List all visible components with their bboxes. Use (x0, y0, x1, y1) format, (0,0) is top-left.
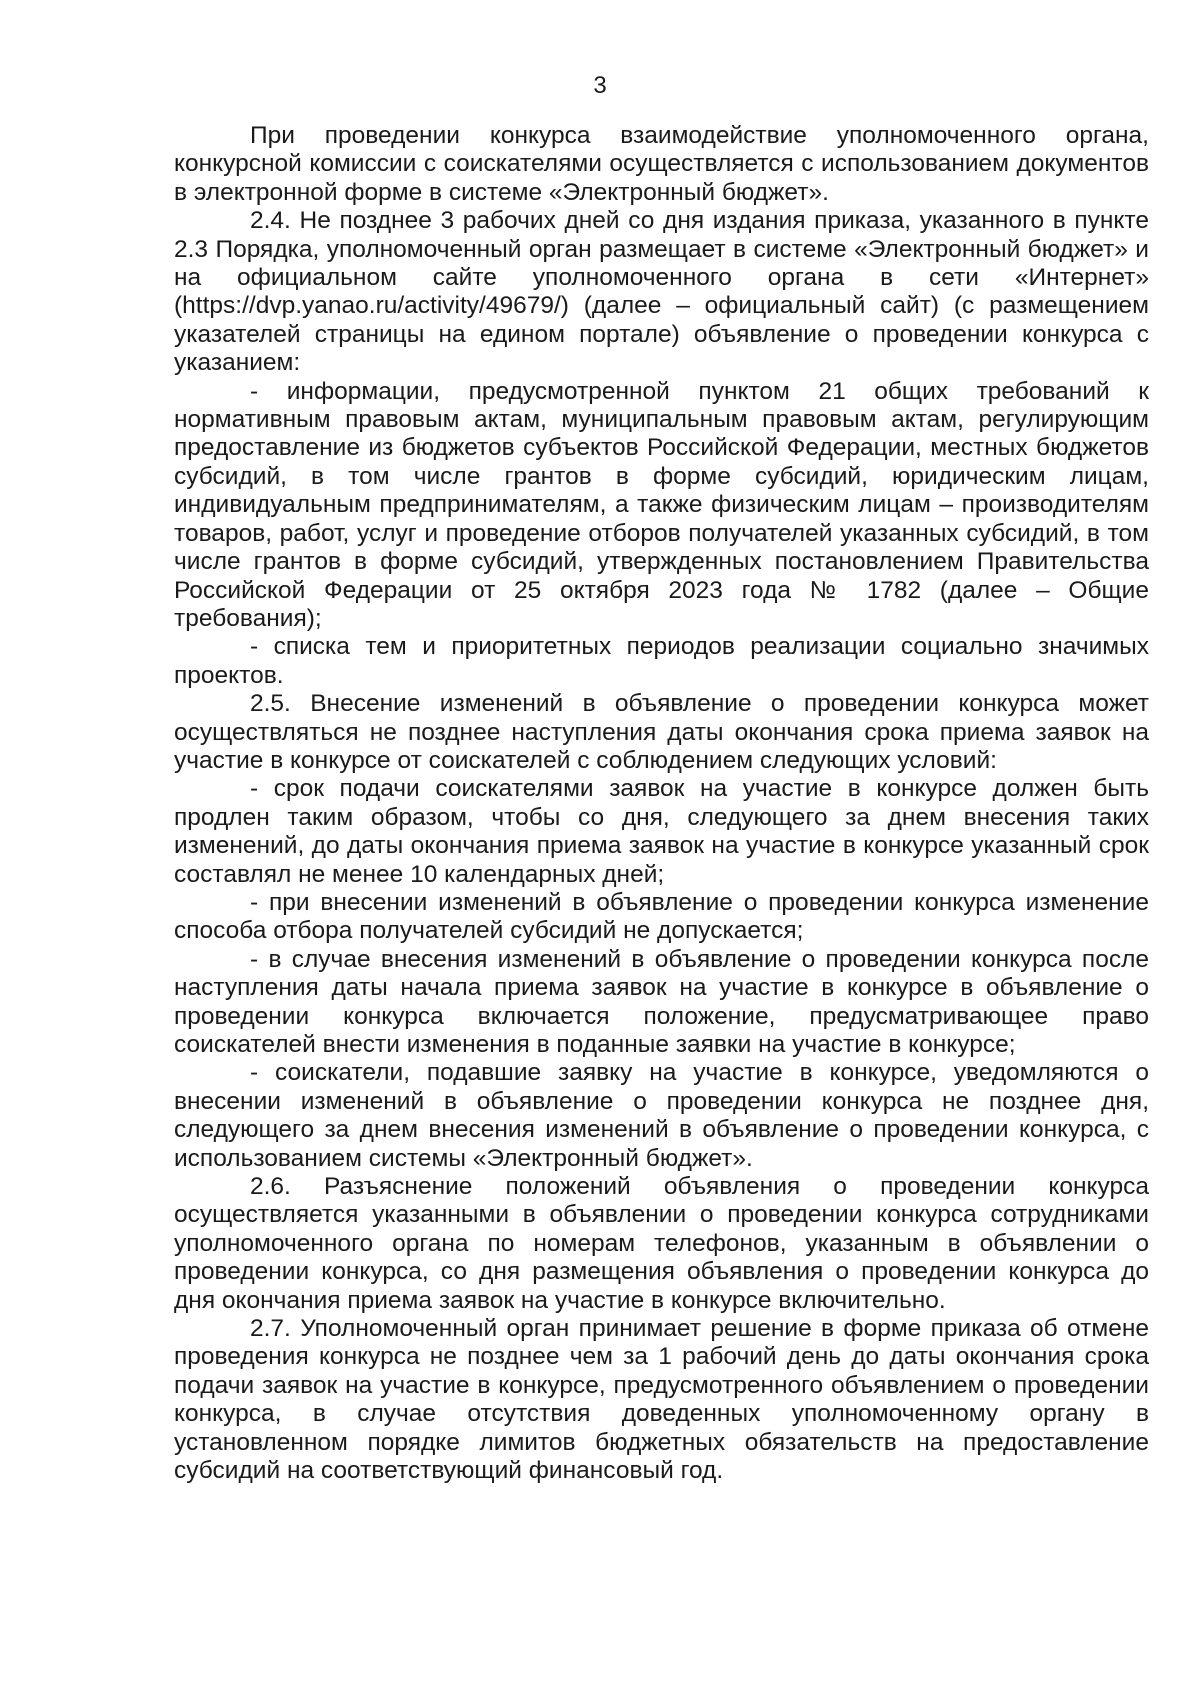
list-item-deadline-extension: - срок подачи соискателями заявок на участие в конкурсе должен быть продлен таким образом, чтобы со дня, следующего за днем внесения таких изменений, до даты окончания приема заявок на участие в конкурсе указанный срок составлял не менее 10 календарных дней; (174, 775, 1149, 888)
list-item-application-changes: - в случае внесения изменений в объявление о проведении конкурса после наступления даты начала приема заявок на участие в конкурсе в объявление о проведении конкурса включается положение, предусматривающее право соискателей внести изменения в поданные заявки на участие в конкурсе; (174, 945, 1149, 1058)
page-number: 3 (593, 72, 607, 99)
document-body (174, 122, 1149, 1486)
paragraph-interaction: При проведении конкурса взаимодействие уполномоченного органа, конкурсной комиссии с соискателями осуществляется с использованием документов в электронной форме в системе «Электронный бюджет». (174, 122, 1149, 206)
paragraph-2-7: 2.7. Уполномоченный орган принимает решение в форме приказа об отмене проведения конкурса не позднее чем за 1 рабочий день до даты окончания срока подачи заявок на участие в конкурсе, предусмотренного объявлением о проведении конкурса, в случае отсутствия доведенных уполномоченному органу в установленном порядке лимитов бюджетных обязательств на предоставление субсидий на соответствующий финансовый год. (174, 1315, 1149, 1485)
list-item-notification: - соискатели, подавшие заявку на участие в конкурсе, уведомляются о внесении изменений в объявление о проведении конкурса не позднее дня, следующего за днем внесения изменений в объявление о проведении конкурса, с использованием системы «Электронный бюджет». (174, 1059, 1149, 1172)
paragraph-2-5: 2.5. Внесение изменений в объявление о проведении конкурса может осуществляться не позднее наступления даты окончания срока приема заявок на участие в конкурсе от соискателей с соблюдением следующих условий: (174, 690, 1149, 774)
paragraph-2-4: 2.4. Не позднее 3 рабочих дней со дня издания приказа, указанного в пункте 2.3 Порядка, уполномоченный орган размещает в системе «Электронный бюджет» и на официальном сайте уполномоченного органа в сети «Интернет» (https://dvp.yanao.ru/activity/49679/) (далее – официальный сайт) (с размещением указателей страницы на едином портале) объявление о проведении конкурса с указанием: (174, 207, 1149, 377)
list-item-general-requirements: - информации, предусмотренной пунктом 21 общих требований к нормативным правовым актам, муниципальным правовым актам, регулирующим предоставление из бюджетов субъектов Российской Федерации, местных бюджетов субсидий, в том числе грантов в форме субсидий, юридическим лицам, индивидуальным предпринимателям, а также физическим лицам – производителям товаров, работ, услуг и проведение отборов получателей указанных субсидий, в том числе грантов в форме субсидий, утвержденных постановлением Правительства Российской Федерации от 25 октября 2023 года № 1782 (далее – Общие требования); (174, 377, 1149, 632)
list-item-topics: - списка тем и приоритетных периодов реализации социально значимых проектов. (174, 633, 1149, 689)
list-item-selection-method: - при внесении изменений в объявление о проведении конкурса изменение способа отбора получателей субсидий не допускается; (174, 888, 1149, 945)
paragraph-2-6: 2.6. Разъяснение положений объявления о проведении конкурса осуществляется указанными в объявлении о проведении конкурса сотрудниками уполномоченного органа по номерам телефонов, указанным в объявлении о проведении конкурса, со дня размещения объявления о проведении конкурса до дня окончания приема заявок на участие в конкурсе включительно. (174, 1173, 1149, 1314)
